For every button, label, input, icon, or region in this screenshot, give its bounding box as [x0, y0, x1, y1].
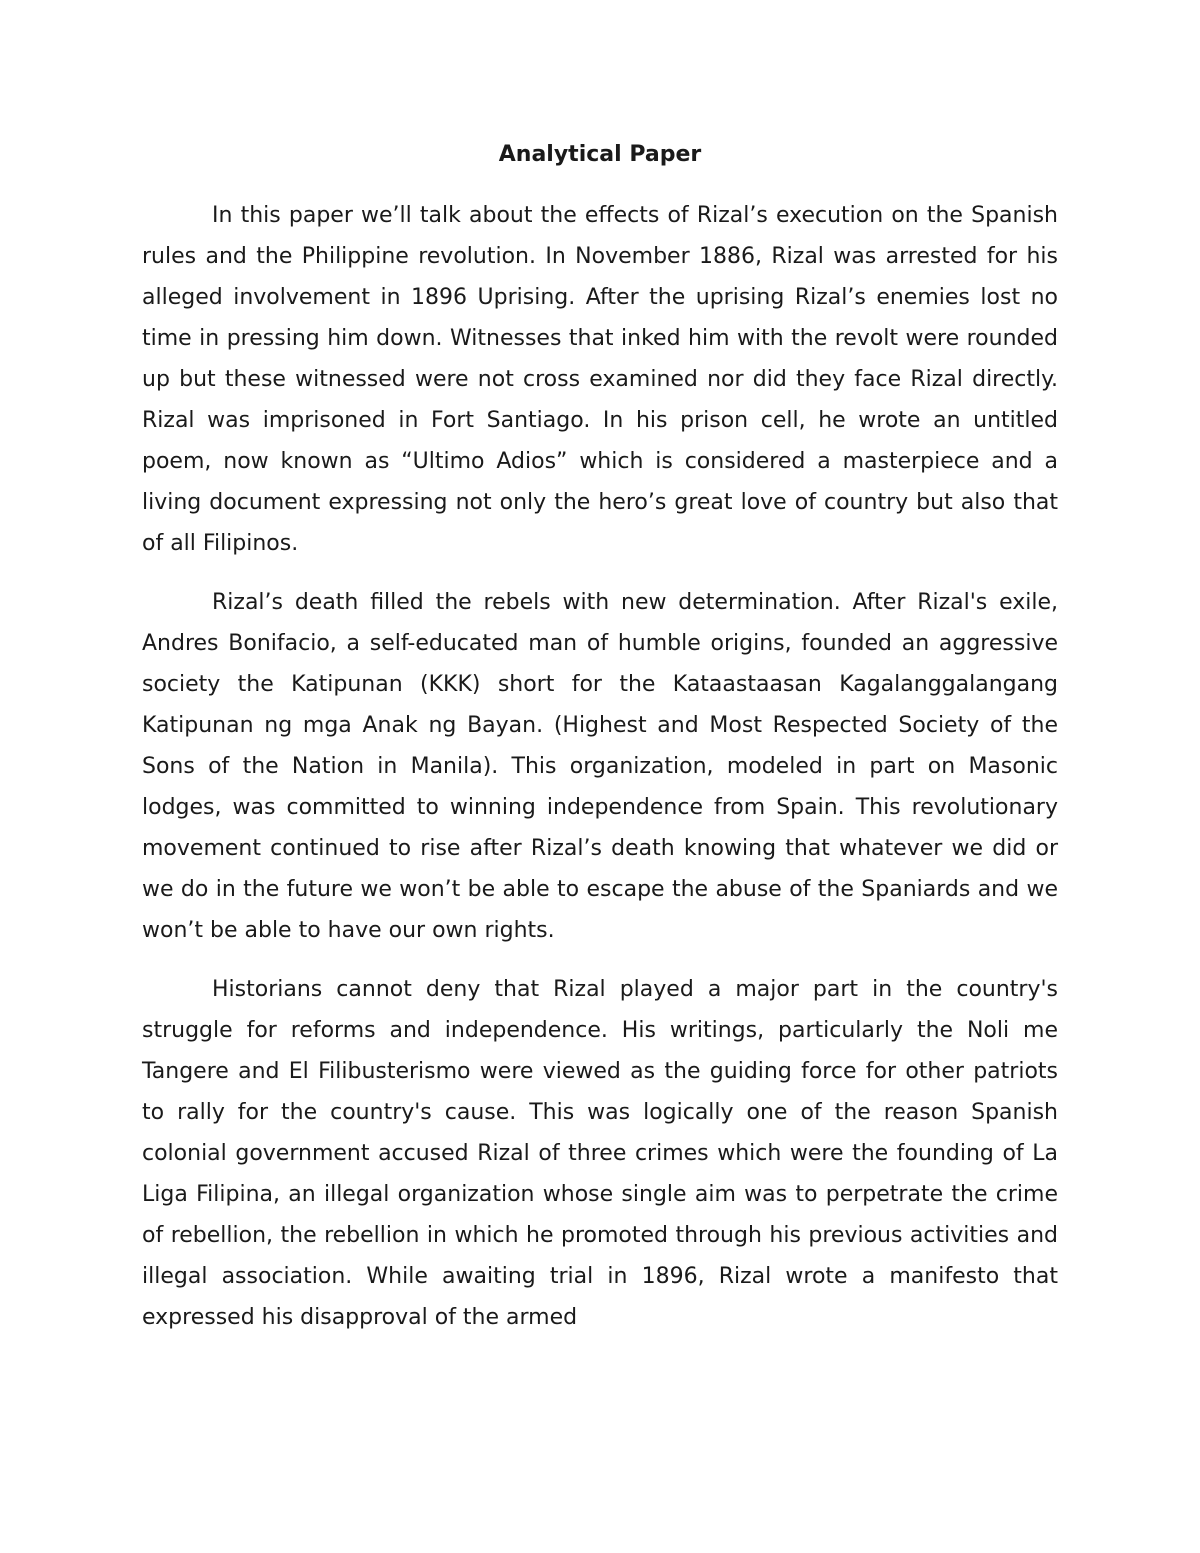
paragraph-1: In this paper we’ll talk about the effects of Rizal’s execution on the Spanish rules and the Philippine revolution. In November 1886, Rizal was arrested for his alleged involvement in 1896 Uprising. After the uprising Rizal’s enemies lost no time in pressing him down. Witnesses that inked him with the revolt were rounded up but these witnessed were not cross examined nor did they face Rizal directly. Rizal was imprisoned in Fort Santiago. In his prison cell, he wrote an untitled poem, now known as “Ultimo Adios” which is considered a masterpiece and a living document expressing not only the hero’s great love of country but also that of all Filipinos. [142, 203, 1058, 556]
document-title: Analytical Paper [498, 142, 702, 167]
document-body [142, 134, 1058, 1356]
paragraph-2: Rizal’s death filled the rebels with new determination. After Rizal's exile, Andres Bonifacio, a self-educated man of humble origins, founded an aggressive society the Katipunan (KKK) short for the Kataastaasan Kagalanggalangang Katipunan ng mga Anak ng Bayan. (Highest and Most Respected Society of the Sons of the Nation in Manila). This organization, modeled in part on Masonic lodges, was committed to winning independence from Spain. This revolutionary movement continued to rise after Rizal’s death knowing that whatever we did or we do in the future we won’t be able to escape the abuse of the Spaniards and we won’t be able to have our own rights. [142, 590, 1058, 943]
paragraph-3: Historians cannot deny that Rizal played a major part in the country's struggle for reforms and independence. His writings, particularly the Noli me Tangere and El Filibusterismo were viewed as the guiding force for other patriots to rally for the country's cause. This was logically one of the reason Spanish colonial government accused Rizal of three crimes which were the founding of La Liga Filipina, an illegal organization whose single aim was to perpetrate the crime of rebellion, the rebellion in which he promoted through his previous activities and illegal association. While awaiting trial in 1896, Rizal wrote a manifesto that expressed his disapproval of the armed [142, 977, 1058, 1330]
